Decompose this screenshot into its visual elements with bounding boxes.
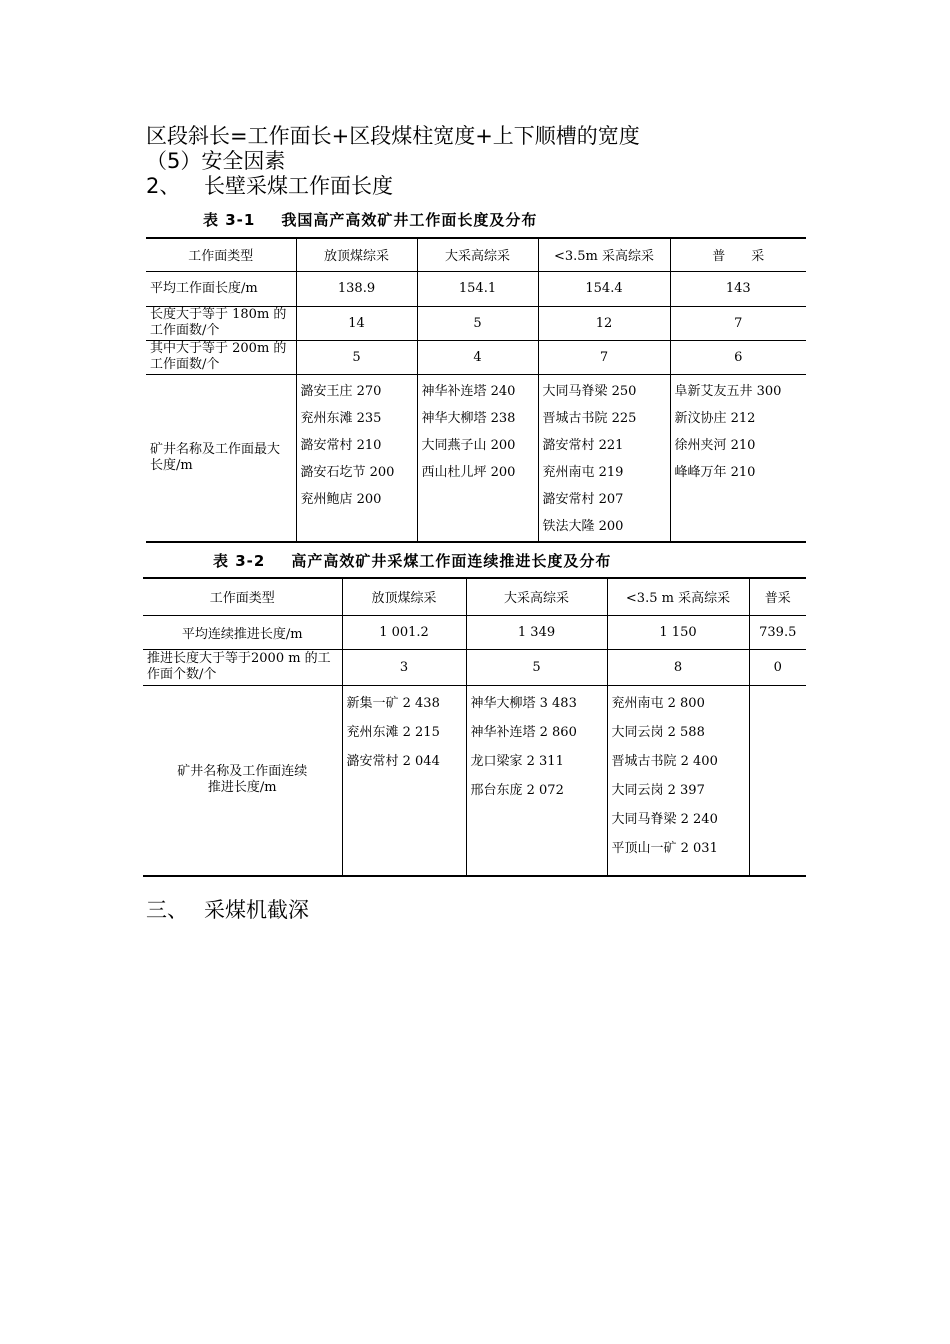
mine-entry: 神华大柳塔 3 483	[470, 695, 577, 711]
table-cell: 143	[670, 271, 806, 306]
names-row-label: 矿井名称及工作面最大长度/m	[146, 374, 296, 542]
table-cell: 4	[417, 340, 538, 374]
mine-entry: 神华补连塔 2 860	[470, 724, 577, 740]
table-cell: 12	[538, 306, 670, 340]
table-row	[146, 271, 806, 306]
formula-line: 区段斜长=工作面长+区段煤柱宽度+上下顺槽的宽度	[146, 124, 640, 148]
mine-entry: 兖州东滩 235	[300, 410, 382, 426]
table-cell: 7	[670, 306, 806, 340]
section-3-heading	[146, 898, 309, 922]
table-cell: 154.4	[538, 271, 670, 306]
mine-entry: 兖州东滩 2 215	[346, 724, 440, 740]
mine-entry: 潞安王庄 270	[300, 383, 382, 399]
row-label: 平均连续推进长度/m	[143, 615, 342, 649]
mine-list-cell	[417, 374, 538, 542]
section-2-title: 长壁采煤工作面长度	[204, 174, 393, 198]
table-cell: 154.1	[417, 271, 538, 306]
table-cell: 6	[670, 340, 806, 374]
table1-header-cell: 大采高综采	[417, 238, 538, 271]
table-row	[143, 685, 806, 876]
table-row	[146, 340, 806, 374]
table-3-2	[143, 577, 806, 877]
table-cell: 8	[607, 649, 749, 685]
mine-entry: 大同云岗 2 588	[611, 724, 705, 740]
table1-caption-title: 我国高产高效矿井工作面长度及分布	[281, 211, 538, 229]
mine-entry: 大同燕子山 200	[421, 437, 516, 453]
section-3-number: 三、	[146, 898, 188, 922]
safety-factor-line: （5）安全因素	[146, 149, 286, 173]
table1-header-cell: 工作面类型	[146, 238, 296, 271]
mine-entry: 兖州南屯 2 800	[611, 695, 705, 711]
mine-entry: 晋城古书院 225	[542, 410, 637, 426]
table-cell: 0	[749, 649, 806, 685]
table2-caption-number: 表 3-2	[213, 552, 266, 570]
table2-caption-title: 高产高效矿井采煤工作面连续推进长度及分布	[291, 552, 612, 570]
mine-entry: 晋城古书院 2 400	[611, 753, 718, 769]
row-label: 其中大于等于 200m 的工作面数/个	[146, 340, 296, 374]
mine-entry: 兖州鲍店 200	[300, 491, 382, 507]
mine-entry: 邢台东庞 2 072	[470, 782, 564, 798]
mine-entry: 大同马脊梁 250	[542, 383, 637, 399]
mine-entry: 潞安常村 210	[300, 437, 382, 453]
table1-header-cell: 放顶煤综采	[296, 238, 417, 271]
table2-caption	[213, 550, 611, 571]
mine-entry: 大同马脊梁 2 240	[611, 811, 718, 827]
mine-list-cell	[466, 685, 607, 876]
mine-entry: 神华补连塔 240	[421, 383, 516, 399]
table1-header-row	[146, 238, 806, 271]
table-cell: 1 001.2	[342, 615, 466, 649]
table1-header-cell: <3.5m 采高综采	[538, 238, 670, 271]
table2-header-row	[143, 578, 806, 615]
table-row	[143, 649, 806, 685]
mine-entry: 新汶协庄 212	[674, 410, 756, 426]
table-cell: 5	[417, 306, 538, 340]
mine-list-cell	[670, 374, 806, 542]
mine-entry: 潞安常村 207	[542, 491, 624, 507]
row-label: 推进长度大于等于2000 m 的工作面个数/个	[143, 649, 342, 685]
table-row	[146, 374, 806, 542]
mine-list-cell	[296, 374, 417, 542]
mine-entry: 兖州南屯 219	[542, 464, 624, 480]
mine-list-cell	[342, 685, 466, 876]
table-row	[143, 615, 806, 649]
mine-entry: 平顶山一矿 2 031	[611, 840, 718, 856]
mine-list-cell	[538, 374, 670, 542]
names-row-label: 矿井名称及工作面连续推进长度/m	[143, 685, 342, 876]
mine-entry: 徐州夹河 210	[674, 437, 756, 453]
mine-entry: 新集一矿 2 438	[346, 695, 440, 711]
table-cell: 1 150	[607, 615, 749, 649]
section-3-title: 采煤机截深	[204, 898, 309, 922]
mine-list-cell	[607, 685, 749, 876]
table-cell: 138.9	[296, 271, 417, 306]
table2-header-cell: 普采	[749, 578, 806, 615]
table2-header-cell: 放顶煤综采	[342, 578, 466, 615]
section-2-heading	[146, 174, 393, 198]
mine-entry: 潞安常村 2 044	[346, 753, 440, 769]
mine-entry: 神华大柳塔 238	[421, 410, 516, 426]
mine-entry: 潞安常村 221	[542, 437, 624, 453]
table2-header-cell: <3.5 m 采高综采	[607, 578, 749, 615]
table2-header-cell: 工作面类型	[143, 578, 342, 615]
mine-entry: 阜新艾友五井 300	[674, 383, 782, 399]
table-cell: 5	[296, 340, 417, 374]
mine-list-cell-empty	[749, 685, 806, 876]
table1-header-cell: 普 采	[670, 238, 806, 271]
table-cell: 3	[342, 649, 466, 685]
table1-caption	[203, 209, 537, 230]
mine-entry: 峰峰万年 210	[674, 464, 756, 480]
mine-entry: 西山杜儿坪 200	[421, 464, 516, 480]
table-cell: 14	[296, 306, 417, 340]
table-cell: 5	[466, 649, 607, 685]
table-cell: 7	[538, 340, 670, 374]
mine-entry: 龙口梁家 2 311	[470, 753, 564, 769]
mine-entry: 大同云岗 2 397	[611, 782, 705, 798]
row-label: 平均工作面长度/m	[146, 271, 296, 306]
table1-caption-number: 表 3-1	[203, 211, 256, 229]
table-cell: 739.5	[749, 615, 806, 649]
table-row	[146, 306, 806, 340]
section-2-number: 2、	[146, 174, 181, 198]
row-label: 长度大于等于 180m 的工作面数/个	[146, 306, 296, 340]
mine-entry: 铁法大隆 200	[542, 518, 624, 534]
table-cell: 1 349	[466, 615, 607, 649]
mine-entry: 潞安石圪节 200	[300, 464, 395, 480]
table2-header-cell: 大采高综采	[466, 578, 607, 615]
table-3-1	[146, 237, 806, 543]
